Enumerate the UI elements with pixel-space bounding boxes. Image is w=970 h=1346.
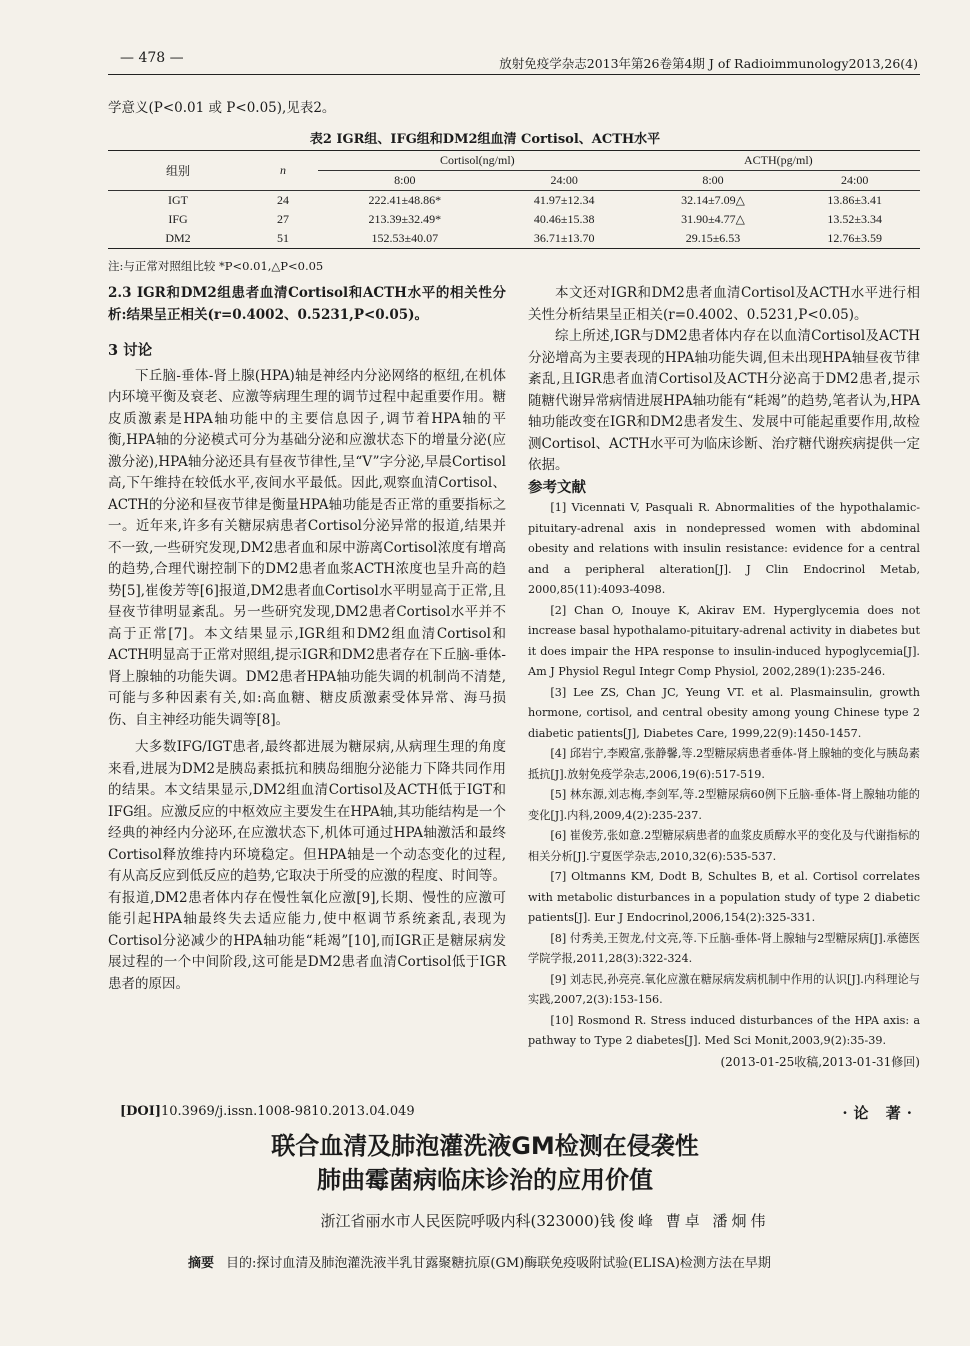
reference-item: [4] 邱岩宁,李殿富,张静馨,等.2型糖尿病患者垂体-肾上腺轴的变化与胰岛素抵抗[J].放射免疫学杂志,2006,19(6):517-519. [528, 747, 920, 781]
th-cortisol-8: 8:00 [318, 171, 492, 191]
th-acth-8: 8:00 [637, 171, 790, 191]
cell-acth-24: 12.76±3.59 [789, 229, 920, 249]
th-acth: ACTH(pg/ml) [637, 151, 920, 171]
affiliation: 浙江省丽水市人民医院呼吸内科(323000) [320, 1212, 600, 1230]
abstract-text: 目的:探讨血清及肺泡灌洗液半乳甘露聚糖抗原(GM)酶联免疫吸附试验(ELISA)检测方法在早期 [226, 1256, 771, 1271]
reference-item: [2] Chan O, Inouye K, Akirav EM. Hyperglycemia does not increase basal hypothalamo-pituitary-adrenal activity in diabetes but it does impair the HPA response to insulin-induced hypoglycemia[J]. Am J Physiol Regul Integr Comp Physiol, 2002,289(1):235-246. [528, 603, 920, 678]
references-list [528, 498, 920, 1052]
continued-line: 学意义(P<0.01 或 P<0.05),见表2。 [108, 100, 336, 116]
right-paragraph-1: 本文还对IGR和DM2患者血清Cortisol及ACTH水平进行相关性分析结果呈正相关(r=0.4002、0.5231,P<0.05)。 [528, 285, 920, 323]
section-2-3: 2.3 IGR和DM2组患者血清Cortisol和ACTH水平的相关性分析:结果呈正相关(r=0.4002、0.5231,P<0.05)。 [108, 285, 506, 323]
cell-acth-24: 13.52±3.34 [827, 212, 882, 226]
reference-item: [10] Rosmond R. Stress induced disturbances of the HPA axis: a pathway to Type 2 diabetes[J]. Med Sci Monit,2003,9(2):35-39. [528, 1013, 920, 1047]
article-title-line-1: 联合血清及肺泡灌洗液GM检测在侵袭性 [271, 1132, 699, 1160]
received-date: (2013-01-25收稿,2013-01-31修回) [720, 1054, 920, 1069]
page-number: — 478 — [120, 50, 184, 66]
table-row [108, 191, 920, 211]
doi-value: 10.3969/j.issn.1008-9810.2013.04.049 [160, 1104, 415, 1119]
table-caption: 表2 IGR组、IFG组和DM2组血清 Cortisol、ACTH水平 [309, 132, 661, 147]
discussion-paragraph-2: 大多数IFG/IGT患者,最终都进展为糖尿病,从病理生理的角度来看,进展为DM2是胰岛素抵抗和胰岛细胞分泌能力下降共同作用的结果。本文结果显示,DM2组血清Cortisol及ACTH低于IGT和IFG组。应激反应的中枢效应主要发生在HPA轴,其功能结构是一个经典的神经内分泌环,在应激状态下,机体可通过HPA轴激活和最终Cortisol释放维持内环境稳定。但HPA轴是一个动态变化的过程,有从高反应到低反应的趋势,它取决于所受的应激的程度、时间等。有报道,DM2患者体内存在慢性氧化应激[9],长期、慢性的应激可能引起HPA轴最终失去适应能力,使中枢调节系统紊乱,表现为Cortisol分泌减少的HPA轴功能“耗竭”[10],而IGR正是糖尿病发展过程的一个中间阶段,这可能是DM2患者血清Cortisol低于IGR患者的原因。 [108, 739, 506, 992]
cell-cortisol-24: 41.97±12.34 [533, 193, 595, 207]
th-group: 组别 [108, 151, 248, 191]
cell-cortisol-8: 152.53±40.07 [318, 229, 492, 249]
cell-cortisol-24: 36.71±13.70 [492, 229, 637, 249]
cell-acth-8: 29.15±6.53 [637, 229, 790, 249]
th-cortisol: Cortisol(ng/ml) [318, 151, 637, 171]
running-header: 放射免疫学杂志2013年第26卷第4期 J of Radioimmunology2013,26(4) [499, 56, 918, 71]
header-rule [108, 74, 920, 75]
left-column [108, 283, 506, 995]
reference-item: [1] Vicennati V, Pasquali R. Abnormalities of the hypothalamic-pituitary-adrenal axis in nondepressed women with abdominal obesity and relations with insulin resistance: evidence for a central and a peripheral alteration[J]. J Clin Endocrinol Metab, 2000,85(11):4093-4098. [528, 501, 920, 596]
reference-item: [3] Lee ZS, Chan JC, Yeung VT. et al. Plasmainsulin, growth hormone, cortisol, and central obesity among young Chinese type 2 diabetic patients[J], Diabetes Care, 1999,22(9):1450-1457. [528, 685, 920, 740]
abstract [188, 1252, 771, 1271]
authors: 钱俊峰 曹卓 潘炯伟 [600, 1212, 770, 1230]
doi-label: [DOI] [120, 1104, 161, 1119]
abstract-label: 摘要 [188, 1256, 215, 1271]
right-column [528, 283, 920, 1073]
th-acth-24: 24:00 [789, 171, 920, 191]
cell-acth-8: 31.90±4.77△ [681, 212, 745, 226]
article-category: ·论 著· [842, 1104, 918, 1122]
references-heading: 参考文献 [528, 478, 586, 496]
reference-item: [9] 刘志民,孙亮亮.氧化应激在糖尿病发病机制中作用的认识[J].内科理论与实践,2007,2(3):153-156. [528, 972, 920, 1006]
cell-acth-8: 32.14±7.09△ [681, 193, 745, 207]
table-note: 注:与正常对照组比较 *P<0.01,△P<0.05 [108, 259, 324, 273]
reference-item: [7] Oltmanns KM, Dodt B, Schultes B, et al. Cortisol correlates with metabolic disturbances in a population study of type 2 diabetic patients[J]. Eur J Endocrinol,2006,154(2):325-331. [528, 870, 920, 924]
section-3-heading: 3 讨论 [108, 342, 153, 359]
th-cortisol-24: 24:00 [492, 171, 637, 191]
cell-n: 27 [277, 212, 289, 226]
cell-group: IGT [168, 193, 188, 207]
cell-n: 24 [277, 193, 289, 207]
table-2 [108, 150, 920, 249]
reference-item: [8] 付秀美,王贺龙,付文亮,等.下丘脑-垂体-肾上腺轴与2型糖尿病[J].承德医学院学报,2011,28(3):322-324. [528, 931, 920, 965]
table-row [108, 229, 920, 249]
discussion-paragraph-1: 下丘脑-垂体-肾上腺(HPA)轴是神经内分泌网络的枢纽,在机体内环境平衡及衰老、应激等病理生理的调节过程中起重要作用。糖皮质激素是HPA轴功能中的主要信息因子,调节着HPA轴的平衡,HPA轴的分泌模式可分为基础分泌和应激状态下的增量分泌(应激分泌),HPA轴分泌还具有昼夜节律性,呈“V”字分泌,早晨Cortisol高,下午维持在较低水平,夜间水平最低。因此,观察血清Cortisol、ACTH的分泌和昼夜节律是衡量HPA轴功能是否正常的重要指标之一。近年来,许多有关糖尿病患者Cortisol分泌异常的报道,结果并不一致,一些研究发现,DM2患者血和尿中游离Cortisol浓度有增高的趋势,合理代谢控制下的DM2患者血浆ACTH浓度也呈升高的趋势[5],崔俊芳等[6]报道,DM2患者血Cortisol水平明显高于正常,且昼夜节律明显紊乱。另一些研究发现,DM2患者Cortisol水平并不高于正常[7]。本文结果显示,IGR组和DM2组血清Cortisol和ACTH明显高于正常对照组,提示IGR和DM2患者存在下丘脑-垂体-肾上腺轴的功能失调。DM2患者HPA轴功能失调的机制尚不清楚,可能与多种因素有关,如:高血糖、糖皮质激素受体异常、海马损伤、自主神经功能失调等[8]。 [108, 367, 506, 728]
doi [120, 1104, 415, 1119]
cell-group: IFG [168, 212, 188, 226]
reference-item: [5] 林东源,刘志梅,李剑军,等.2型糖尿病60例下丘脑-垂体-肾上腺轴功能的变化[J].内科,2009,4(2):235-237. [528, 788, 920, 822]
reference-item: [6] 崔俊芳,张如意.2型糖尿病患者的血浆皮质醇水平的变化及与代谢指标的相关分析[J].宁夏医学杂志,2010,32(6):535-537. [528, 829, 920, 863]
table-row [108, 210, 920, 229]
article-title-line-2: 肺曲霉菌病临床诊治的应用价值 [317, 1166, 653, 1194]
th-n: n [248, 151, 318, 191]
cell-cortisol-8: 213.39±32.49* [368, 212, 442, 226]
cell-cortisol-8: 222.41±48.86* [368, 193, 442, 207]
right-paragraph-2: 综上所述,IGR与DM2患者体内存在以血清Cortisol及ACTH分泌增高为主要表现的HPA轴功能失调,但未出现HPA轴昼夜节律紊乱,且IGR患者血清Cortisol及ACTH分泌高于DM2患者,提示随糖代谢异常病情进展HPA轴功能有“耗竭”的趋势,笔者认为,HPA轴功能改变在IGR和DM2患者发生、发展中可能起重要作用,故检测Cortisol、ACTH水平可为临床诊断、治疗糖代谢疾病提供一定依据。 [528, 328, 920, 473]
cell-group: DM2 [108, 229, 248, 249]
cell-acth-24: 13.86±3.41 [827, 193, 882, 207]
cell-cortisol-24: 40.46±15.38 [533, 212, 595, 226]
cell-n: 51 [248, 229, 318, 249]
